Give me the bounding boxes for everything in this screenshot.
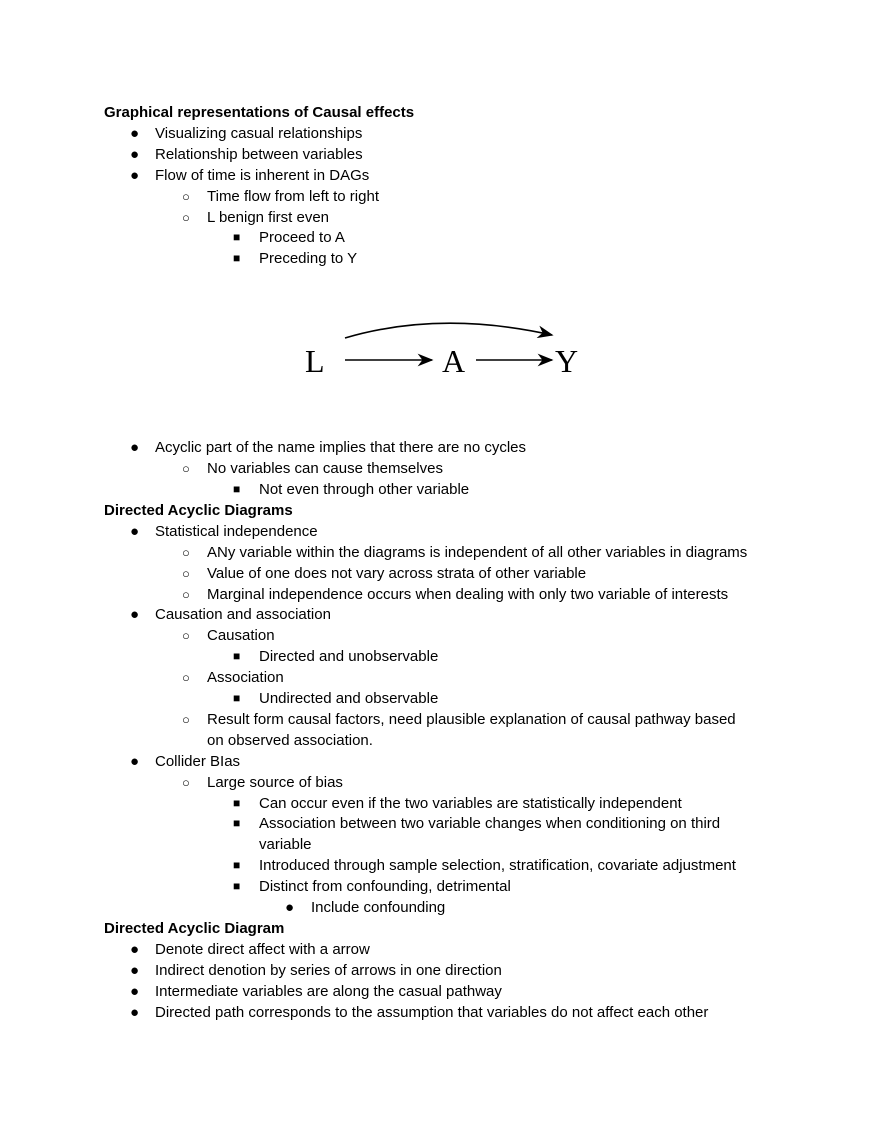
list-item: Statistical independence [155,522,318,540]
section-heading: Directed Acyclic Diagrams [104,501,293,519]
bullet-icon: ● [130,145,140,163]
circle-bullet-icon: ○ [182,628,190,644]
circle-bullet-icon: ○ [182,209,190,225]
list-item: Denote direct affect with a arrow [155,940,370,958]
circle-bullet-icon: ○ [182,774,190,790]
circle-bullet-icon: ○ [182,670,190,686]
bullet-icon: ● [285,899,295,916]
list-item: L benign first even [207,208,330,226]
bullet-icon: ● [130,1003,140,1021]
list-item: Undirected and observable [259,690,439,707]
node-l: L [305,343,325,379]
section-heading: Graphical representations of Causal effects [104,104,415,121]
section-heading: Directed Acyclic Diagram [104,919,285,937]
list-item: Causation and association [155,606,331,624]
bullet-icon: ● [130,522,140,540]
circle-bullet-icon: ○ [182,711,190,727]
list-item: Directed and unobservable [259,648,439,666]
list-item: Intermediate variables are along the casual pathway [155,982,502,1000]
bullet-icon: ● [130,752,140,770]
bullet-icon: ● [130,940,140,958]
square-bullet-icon: ■ [233,691,241,705]
circle-bullet-icon: ○ [182,461,190,477]
list-item: Relationship between variables [155,145,363,163]
list-item: Acyclic part of the name implies that there are no cycles [155,439,527,457]
list-item: Flow of time is inherent in DAGs [155,166,370,184]
list-item: on observed association. [207,731,373,749]
list-item: Introduced through sample selection, stratification, covariate adjustment [259,857,736,875]
list-item: Large source of bias [207,773,343,791]
list-item: Time flow from left to right [207,187,379,205]
circle-bullet-icon: ○ [182,565,190,581]
list-item: Value of one does not vary across strata of other variable [207,564,587,582]
circle-bullet-icon: ○ [182,586,190,602]
list-item: Distinct from confounding, detrimental [259,878,511,896]
dag-diagram [290,310,590,390]
list-item: Directed path corresponds to the assumption that variables do not affect each other [155,1003,709,1021]
bullet-icon: ● [130,439,140,457]
list-item: Not even through other variable [259,481,470,498]
square-bullet-icon: ■ [233,795,241,810]
square-bullet-icon: ■ [233,858,241,873]
arrow-l-y [345,323,552,338]
list-item: Marginal independence occurs when dealing with only two variable of interests [207,585,729,603]
list-item: Causation [207,627,275,645]
list-item: Proceed to A [259,229,345,247]
list-item: Result form causal factors, need plausible explanation of causal pathway based [207,710,736,728]
square-bullet-icon: ■ [233,251,241,266]
square-bullet-icon: ■ [233,230,241,245]
list-item: variable [259,836,312,854]
square-bullet-icon: ■ [233,816,241,831]
list-item: Include confounding [311,899,446,916]
bullet-icon: ● [130,982,140,1000]
list-item: Visualizing casual relationships [155,124,363,142]
list-item: Preceding to Y [259,250,358,268]
list-item: Indirect denotion by series of arrows in one direction [155,961,502,979]
list-item: No variables can cause themselves [207,460,443,478]
square-bullet-icon: ■ [233,879,241,894]
circle-bullet-icon: ○ [182,188,190,204]
list-item: Association between two variable changes when conditioning on third [259,815,721,833]
bullet-icon: ● [130,124,140,142]
bullet-icon: ● [130,166,140,184]
list-item: Collider BIas [155,752,241,770]
list-item: Association [207,669,284,687]
square-bullet-icon: ■ [233,482,241,496]
bullet-icon: ● [130,961,140,979]
bullet-icon: ● [130,606,140,624]
square-bullet-icon: ■ [233,649,241,664]
node-a: A [442,343,466,379]
list-item: Can occur even if the two variables are statistically independent [259,794,682,812]
circle-bullet-icon: ○ [182,544,190,560]
node-y: Y [555,343,579,379]
list-item: ANy variable within the diagrams is independent of all other variables in diagrams [207,543,748,561]
